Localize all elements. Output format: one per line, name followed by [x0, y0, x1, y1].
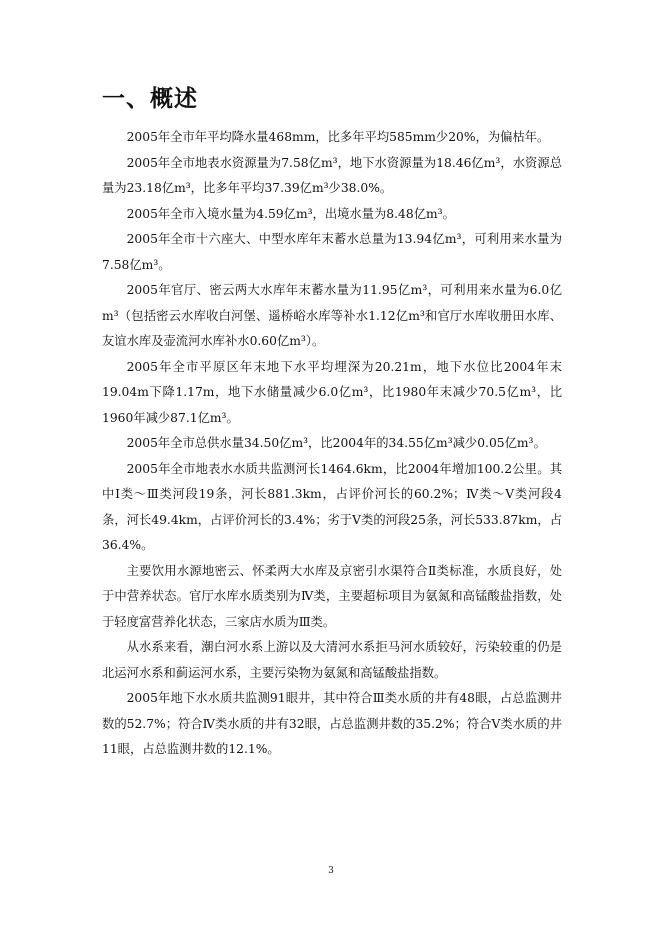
paragraph-surface-water-quality: 2005年全市地表水水质共监测河长1464.6km，比2004年增加100.2公里。其中Ⅰ类～Ⅲ类河段19条，河长881.3km，占评价河长的60.2%；Ⅳ类～Ⅴ类河段4条，河长49.4km，占评价河长的3.4%；劣于Ⅴ类的河段25条，河长533.87km，占36.4%。 — [102, 461, 562, 552]
paragraph-drinking-water-sources: 主要饮用水源地密云、怀柔两大水库及京密引水渠符合Ⅱ类标准，水质良好，处于中营养状态。官厅水库水质类别为Ⅳ类，主要超标项目为氨氮和高锰酸盐指数，处于轻度富营养化状态，三家店水质为Ⅲ类。 — [102, 563, 562, 629]
body-text — [102, 125, 562, 763]
paragraph-water-resources: 2005年全市地表水资源量为7.58亿m³，地下水资源量为18.46亿m³，水资源总量为23.18亿m³，比多年平均37.39亿m³少38.0%。 — [102, 155, 562, 195]
paragraph-precipitation: 2005年全市年平均降水量468mm，比多年平均585mm少20%，为偏枯年。 — [126, 130, 550, 144]
paragraph-groundwater-depth: 2005年全市平原区年末地下水平均埋深为20.21m，地下水位比2004年末19.04m下降1.17m，地下水储量减少6.0亿m³，比1980年末减少70.5亿m³，比1960年减少87.1亿m³。 — [102, 359, 562, 425]
paragraph-reservoir-storage: 2005年全市十六座大、中型水库年末蓄水总量为13.94亿m³，可利用来水量为7.58亿m³。 — [102, 232, 562, 272]
page-number: 3 — [328, 866, 334, 876]
paragraph-groundwater-quality: 2005年地下水水质共监测91眼井，其中符合Ⅲ类水质的井有48眼，占总监测井数的52.7%；符合Ⅳ类水质的井有32眼，占总监测井数的35.2%；符合Ⅴ类水质的井11眼，占总监测井数的12.1%。 — [102, 691, 562, 756]
paragraph-inflow-outflow: 2005年全市入境水量为4.59亿m³，出境水量为8.48亿m³。 — [126, 206, 455, 221]
paragraph-guanting-miyun: 2005年官厅、密云两大水库年末蓄水量为11.95亿m³，可利用来水量为6.0亿m³（包括密云水库收白河堡、遥桥峪水库等补水1.12亿m³和官厅水库收册田水库、友谊水库及壶流河水库补水0.60亿m³）。 — [102, 283, 562, 348]
section-heading: 一、概述 — [102, 86, 198, 112]
paragraph-water-supply: 2005年全市总供水量34.50亿m³，比2004年的34.55亿m³减少0.05亿m³。 — [126, 436, 546, 450]
paragraph-river-systems: 从水系来看，潮白河水系上游以及大清河水系拒马河水质较好，污染较重的仍是北运河水系和蓟运河水系，主要污染物为氨氮和高锰酸盐指数。 — [102, 640, 562, 680]
